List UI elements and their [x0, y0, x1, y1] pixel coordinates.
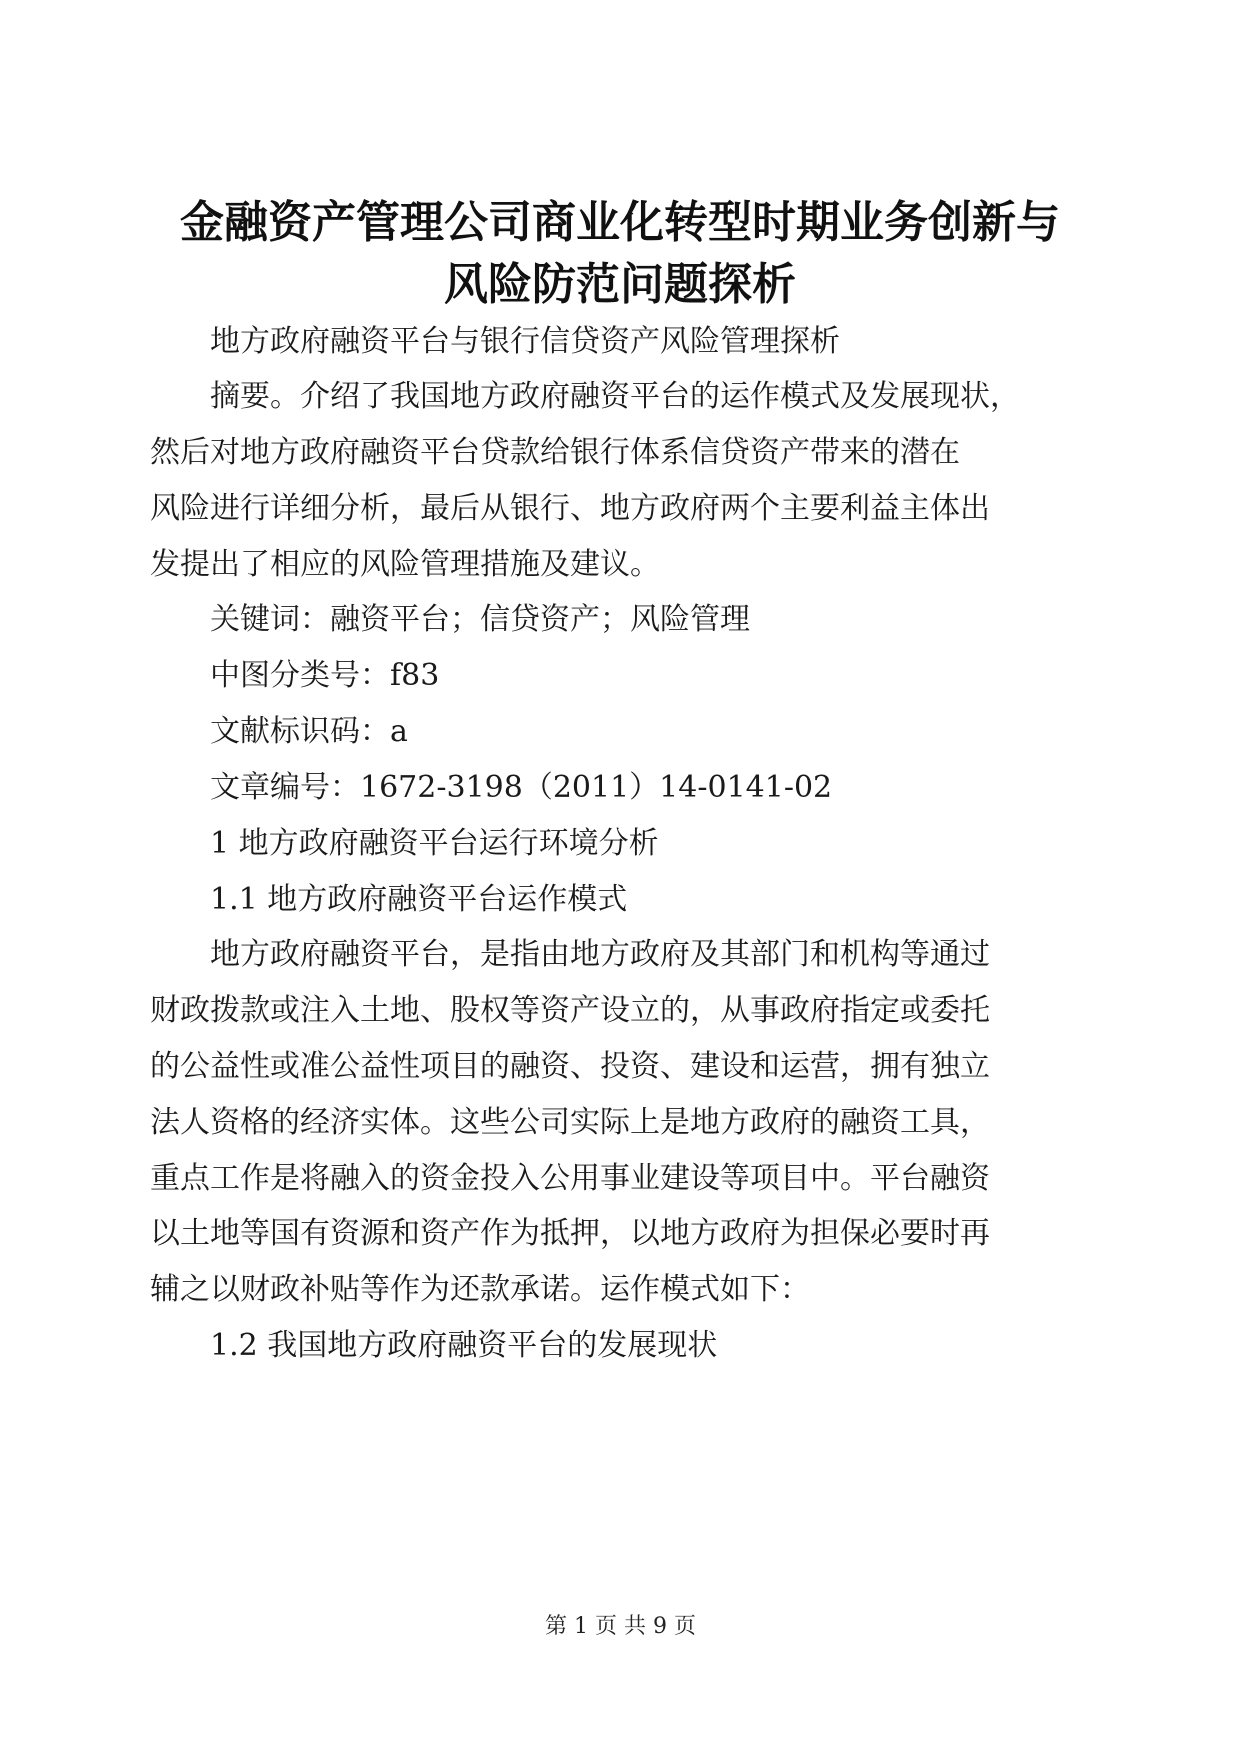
subsection-heading: 1.2 我国地方政府融资平台的发展现状 — [210, 1328, 718, 1363]
document-title-line-1: 金融资产管理公司商业化转型时期业务创新与 — [180, 197, 1060, 248]
keywords-line: 关键词：融资平台；信贷资产；风险管理 — [210, 602, 750, 637]
article-number-line: 文章编号：1672-3198（2011）14-0141-02 — [210, 770, 833, 805]
body-paragraph-line: 地方政府融资平台，是指由地方政府及其部门和机构等通过 — [210, 937, 990, 972]
section-heading: 1 地方政府融资平台运行环境分析 — [210, 826, 659, 861]
page-footer: 第 1 页 共 9 页 — [545, 1614, 696, 1639]
body-paragraph-line: 法人资格的经济实体。这些公司实际上是地方政府的融资工具， — [150, 1105, 990, 1140]
subtitle-line: 地方政府融资平台与银行信贷资产风险管理探析 — [210, 324, 840, 359]
subsection-heading: 1.1 地方政府融资平台运作模式 — [210, 882, 628, 917]
classification-line: 中图分类号：f83 — [210, 658, 440, 693]
body-paragraph-line: 财政拨款或注入土地、股权等资产设立的，从事政府指定或委托 — [150, 993, 990, 1028]
abstract-line: 然后对地方政府融资平台贷款给银行体系信贷资产带来的潜在 — [150, 435, 960, 470]
body-paragraph-line: 重点工作是将融入的资金投入公用事业建设等项目中。平台融资 — [150, 1161, 990, 1196]
abstract-line: 发提出了相应的风险管理措施及建议。 — [150, 547, 660, 582]
body-paragraph-line: 的公益性或准公益性项目的融资、投资、建设和运营，拥有独立 — [150, 1049, 990, 1084]
abstract-line: 风险进行详细分析，最后从银行、地方政府两个主要利益主体出 — [150, 491, 990, 526]
body-paragraph-line: 以土地等国有资源和资产作为抵押，以地方政府为担保必要时再 — [150, 1216, 990, 1251]
abstract-line: 摘要。介绍了我国地方政府融资平台的运作模式及发展现状， — [210, 379, 1020, 414]
document-title-line-2: 风险防范问题探析 — [444, 259, 796, 310]
body-paragraph-line: 辅之以财政补贴等作为还款承诺。运作模式如下： — [150, 1272, 810, 1307]
document-code-line: 文献标识码：a — [210, 714, 408, 749]
